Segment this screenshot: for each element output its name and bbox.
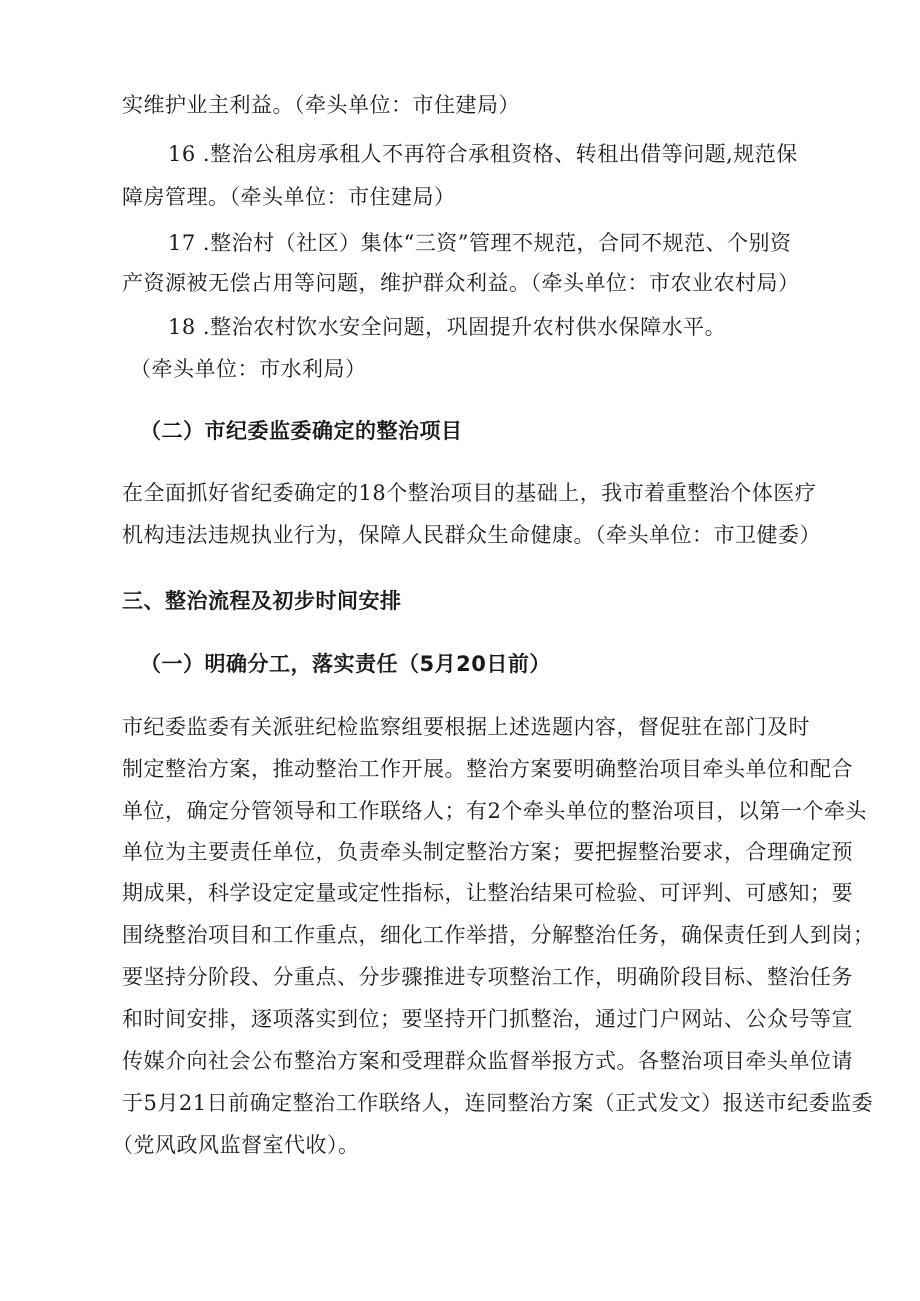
part-3-body-line-5: 期成果，科学设定定量或定性指标，让整治结果可检验、可评判、可感知；要 [122, 881, 853, 905]
section-2-body-line-2: 机构违法违规执业行为，保障人民群众生命健康。（牵头单位：市卫健委） [122, 523, 821, 547]
part-3-body-line-2: 制定整治方案，推动整治工作开展。整治方案要明确整治项目牵头单位和配合 [122, 757, 853, 781]
part-3-body-line-11: （党风政风监督室代收）。 [112, 1133, 360, 1157]
item-16-line-1: 16 .整治公租房承租人不再符合承租资格、转租出借等问题,规范保 [168, 142, 798, 166]
part-3-body-line-1: 市纪委监委有关派驻纪检监察组要根据上述选题内容，督促驻在部门及时 [122, 715, 810, 739]
text-line: 实维护业主利益。（牵头单位：市住建局） [122, 93, 520, 117]
item-18-line-1: 18 .整治农村饮水安全问题，巩固提升农村供水保障水平。 [168, 315, 727, 339]
part-3-body-line-4: 单位为主要责任单位，负责牵头制定整治方案；要把握整治要求，合理确定预 [122, 840, 853, 864]
part-3-body-line-10: 于5月21日前确定整治工作联络人，连同整治方案（正式发文）报送市纪委监委 [122, 1091, 874, 1115]
item-16-line-2: 障房管理。（牵头单位：市住建局） [122, 185, 456, 209]
item-18-line-2: （牵头单位：市水利局） [130, 357, 367, 381]
part-3-body-line-8: 和时间安排，逐项落实到位；要坚持开门抓整治，通过门户网站、公众号等宣 [122, 1007, 853, 1031]
item-17-line-1: 17 .整治村（社区）集体“三资”管理不规范，合同不规范、个别资 [168, 231, 792, 255]
section-2-title: （二）市纪委监委确定的整治项目 [140, 419, 463, 443]
part-3-body-line-3: 单位，确定分管领导和工作联络人；有2个牵头单位的整治项目，以第一个牵头 [122, 799, 867, 823]
part-3-title: 三、整治流程及初步时间安排 [122, 589, 402, 613]
item-17-line-2: 产资源被无偿占用等问题，维护群众利益。（牵头单位：市农业农村局） [122, 271, 800, 295]
part-3-body-line-7: 要坚持分阶段、分重点、分步骤推进专项整治工作，明确阶段目标、整治任务 [122, 965, 853, 989]
part-3-body-line-6: 围绕整治项目和工作重点，细化工作举措，分解整治任务，确保责任到人到岗； [122, 923, 875, 947]
section-2-body-line-1: 在全面抓好省纪委确定的18个整治项目的基础上，我市着重整治个体医疗 [122, 481, 817, 505]
part-3-body-line-9: 传媒介向社会公布整治方案和受理群众监督举报方式。各整治项目牵头单位请 [122, 1049, 853, 1073]
part-3-sub-1-title: （一）明确分工，落实责任（5月20日前） [140, 652, 551, 676]
